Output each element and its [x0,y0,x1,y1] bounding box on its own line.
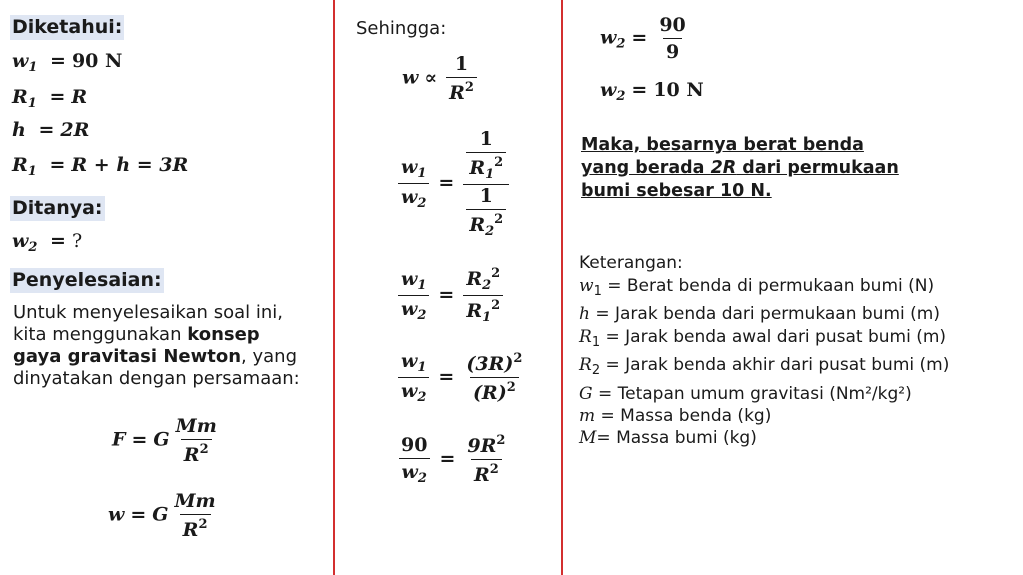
legend-item: M= Massa bumi (kg) [579,428,757,449]
legend-item: h = Jarak benda dari permukaan bumi (m) [579,304,940,325]
result-final: $w_2 = 10$ N [600,79,704,104]
diketahui-heading: Diketahui: [12,16,123,38]
derivation-step-4: $\frac{90}{w_2}$ = $\frac{9R^2}{R^2}$ [395,433,511,486]
asked-w2: $w_2$ = ? [12,230,83,255]
sehingga-label: Sehingga: [356,18,447,39]
intro-paragraph: Untuk menyelesaikan soal ini, kita menggunakan konsep gaya gravitasi Newton, yang dinyatakan dengan persamaan: [13,302,300,389]
given-r1: $R_1 = R$ [12,86,88,111]
given-h: h = 2R [12,119,90,141]
conclusion-text: Maka, besarnya berat benda yang berada 2R dari permukaan bumi sebesar 10 N. [581,135,899,201]
column-result [563,0,1023,575]
column-derivation [335,0,560,575]
proportional-relation: w ∝ $\frac{1}{R^2}$ [402,53,480,104]
legend-item: m = Massa benda (kg) [579,406,772,427]
penyelesaian-heading: Penyelesaian: [12,269,162,291]
legend-item: $R_2$ = Jarak benda akhir dari pusat bumi (m) [579,355,950,379]
derivation-step-1: $\frac{w_1}{w_2}$ = $\frac{\frac{1}{R_1^2}}{\frac{1}{R_2^2}}$ [395,128,512,239]
legend-list [579,275,949,450]
formula-gravity-force: F = G $\frac{Mm}{R^2}$ [112,415,217,466]
ditanya-heading: Ditanya: [12,197,103,219]
derivation-step-3: $\frac{w_1}{w_2}$ = $\frac{(3R)^2}{(R)^2}$ [395,350,528,405]
given-r1-total: $R_1 = R + h = 3R$ [12,154,189,179]
given-w1: $w_1 = 90$ N [12,50,123,75]
derivation-step-2: $\frac{w_1}{w_2}$ = $\frac{R_2^2}{R_1^2}$ [395,266,506,325]
result-fraction: $w_2$ = $\frac{90}{9}$ [600,14,686,63]
keterangan-heading: Keterangan: [579,253,683,273]
legend-item: G = Tetapan umum gravitasi (Nm²/kg²) [579,383,912,404]
formula-weight: w = G $\frac{Mm}{R^2}$ [108,490,216,541]
legend-item: $R_1$ = Jarak benda awal dari pusat bumi (m) [579,326,947,350]
column-given [0,0,333,575]
legend-item: $w_1$ = Berat benda di permukaan bumi (N) [579,276,935,299]
